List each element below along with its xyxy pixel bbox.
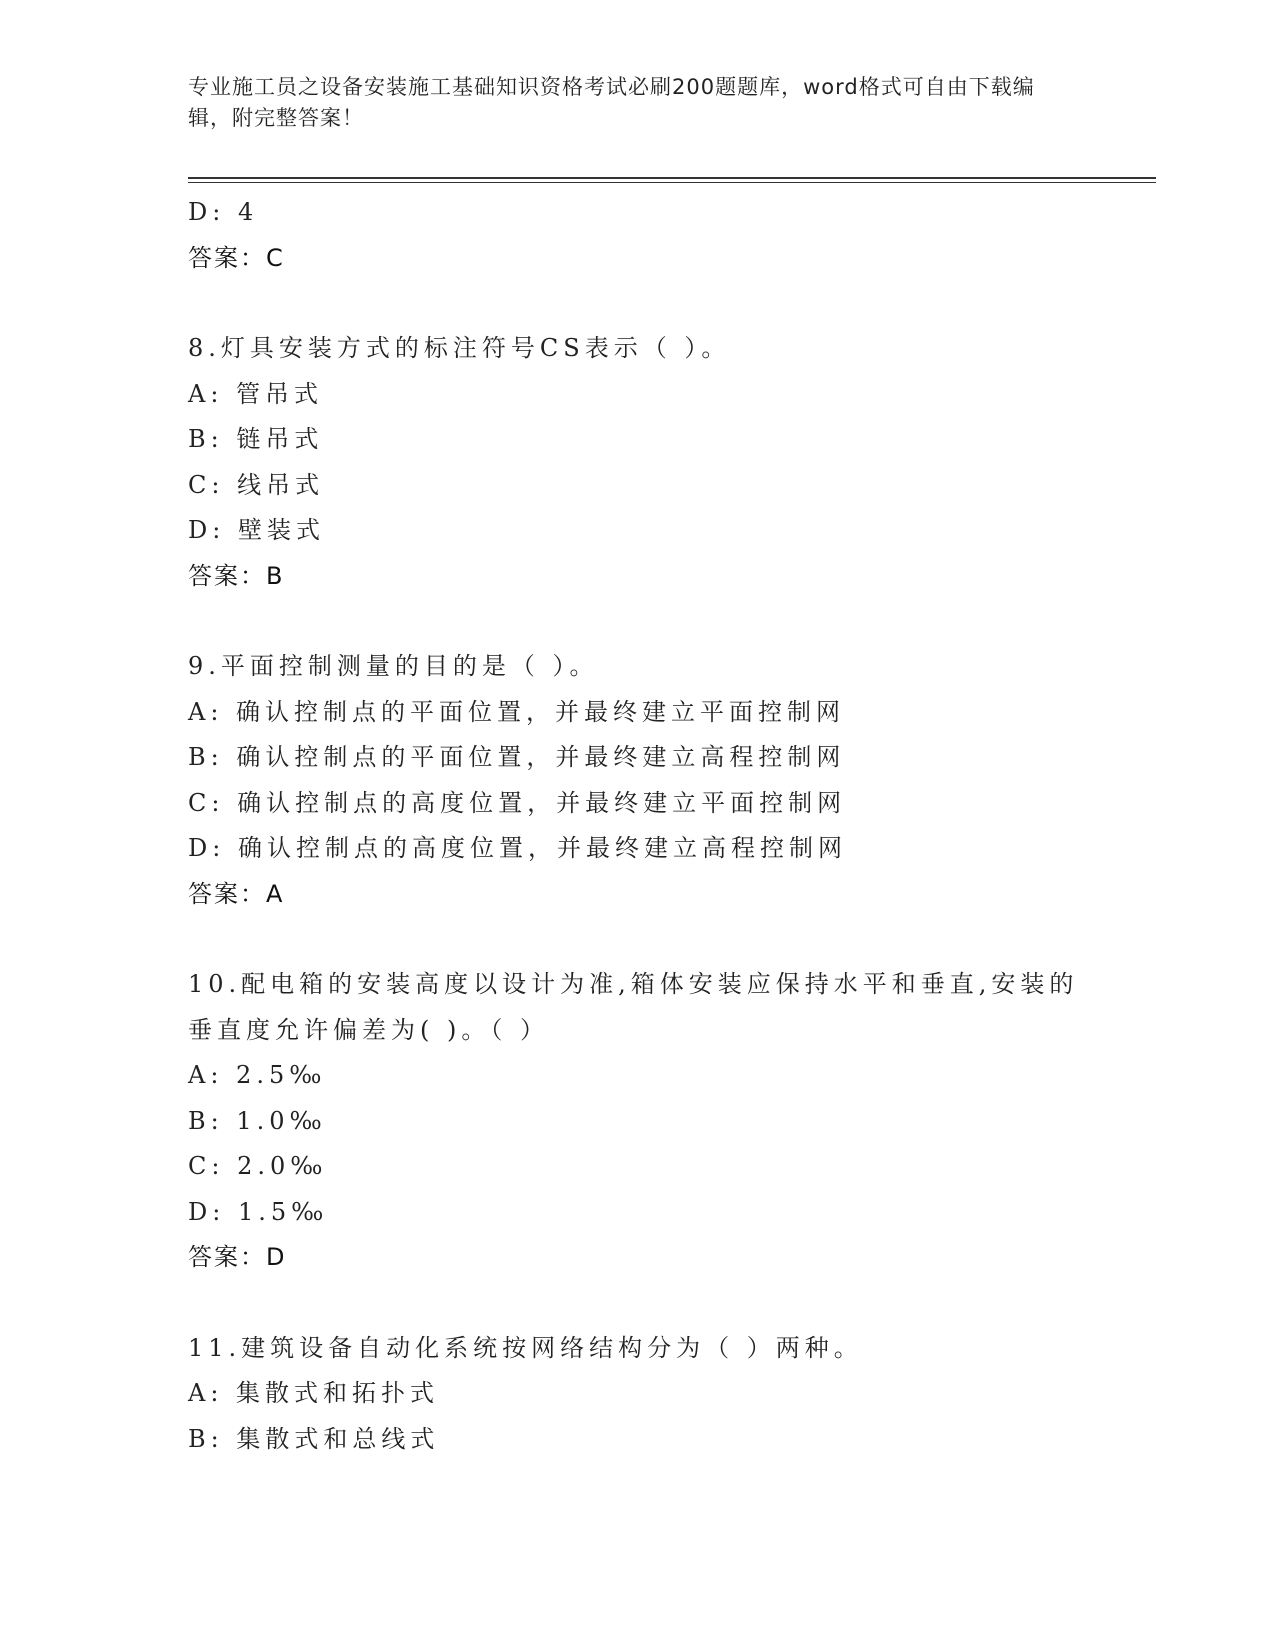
answer-line: 答案：D xyxy=(188,1243,287,1271)
header-divider-thin xyxy=(188,182,1156,183)
option-b: B: 确认控制点的平面位置，并最终建立高程控制网 xyxy=(188,743,846,771)
question-block xyxy=(188,644,1148,917)
option-c: C: 2.0‰ xyxy=(188,1152,328,1180)
option-d: D: 壁装式 xyxy=(188,516,325,544)
option-a: A: 2.5‰ xyxy=(188,1061,327,1089)
question-block xyxy=(188,326,1148,599)
option-b: B: 集散式和总线式 xyxy=(188,1424,440,1453)
answer-line: 答案：B xyxy=(188,561,285,590)
option-a: A: 管吊式 xyxy=(188,379,324,408)
option-b: B: 1.0‰ xyxy=(188,1106,327,1135)
question-block xyxy=(188,1326,1148,1463)
question-stem: 9.平面控制测量的目的是（ ）。 xyxy=(188,652,599,680)
question-stem: 8.灯具安装方式的标注符号CS表示（ ）。 xyxy=(188,334,731,362)
option-d: D: 4 xyxy=(188,198,259,226)
header-divider xyxy=(188,177,1156,179)
option-a: A: 集散式和拓扑式 xyxy=(188,1379,440,1407)
option-b: B: 链吊式 xyxy=(188,425,324,453)
option-d: D: 1.5‰ xyxy=(188,1197,329,1226)
option-c: C: 确认控制点的高度位置，并最终建立平面控制网 xyxy=(188,788,847,817)
question-block xyxy=(188,962,1148,1281)
option-c: C: 线吊式 xyxy=(188,470,325,499)
question-stem: 11.建筑设备自动化系统按网络结构分为（ ）两种。 xyxy=(188,1333,863,1362)
page-header: 专业施工员之设备安装施工基础知识资格考试必刷200题题库，word格式可自由下载编辑，附完整答案！ xyxy=(188,75,1035,130)
question-content xyxy=(188,190,1148,1462)
option-d: D: 确认控制点的高度位置，并最终建立高程控制网 xyxy=(188,834,847,862)
answer-line: 答案：A xyxy=(188,879,285,908)
question-stem: 10.配电箱的安装高度以设计为准,箱体安装应保持水平和垂直,安装的垂直度允许偏差为( )。（ ） xyxy=(188,970,1079,1044)
option-a: A: 确认控制点的平面位置，并最终建立平面控制网 xyxy=(188,697,846,726)
answer-line: 答案：C xyxy=(188,243,285,272)
